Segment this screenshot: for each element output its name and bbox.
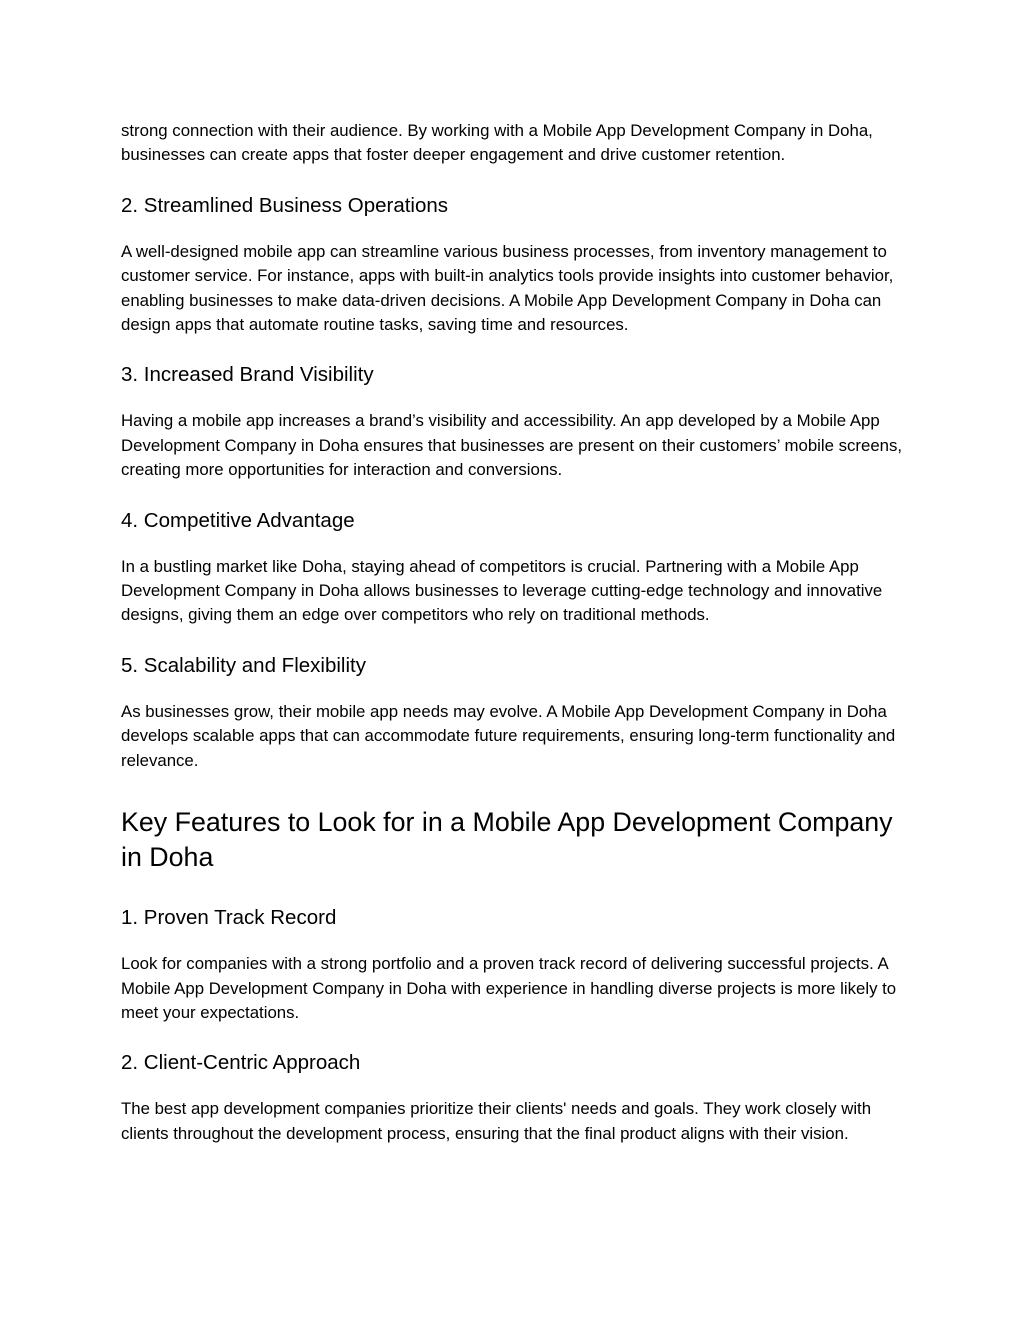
paragraph-streamlined-operations: A well-designed mobile app can streamline various business processes, from inventory management to customer service. For instance, apps with built-in analytics tools provide insights into customer behavior, enabling businesses to make data-driven decisions. A Mobile App Development Company in Doha can design apps that automate routine tasks, saving time and resources. [121,241,894,335]
paragraph-scalability: As businesses grow, their mobile app needs may evolve. A Mobile App Development Company in Doha develops scalable apps that can accommodate future requirements, ensuring long-term functionality and relevance. [121,701,896,770]
paragraph-competitive-advantage: In a bustling market like Doha, staying ahead of competitors is crucial. Partnering with a Mobile App Development Company in Doha allows businesses to leverage cutting-edge technology and innovative designs, giving them an edge over competitors who rely on traditional methods. [121,556,883,625]
paragraph-client-centric: The best app development companies prioritize their clients' needs and goals. They work closely with clients throughout the development process, ensuring that the final product aligns with their vision. [121,1099,872,1143]
heading-client-centric: 2. Client-Centric Approach [121,1051,361,1075]
paragraph-customer-engagement-continued: strong connection with their audience. By working with a Mobile App Development Company in Doha, businesses can create apps that foster deeper engagement and drive customer retention. [121,121,873,165]
heading-proven-track-record: 1. Proven Track Record [121,906,337,930]
heading-scalability: 5. Scalability and Flexibility [121,653,366,677]
paragraph-brand-visibility: Having a mobile app increases a brand’s visibility and accessibility. An app developed by a Mobile App Development Company in Doha ensures that businesses are present on their customers’ mobile screens, creating more opportunities for interaction and conversions. [121,411,903,480]
document-page [121,119,911,1146]
section-heading-key-features: Key Features to Look for in a Mobile App Development Company in Doha [121,807,893,873]
paragraph-proven-track-record: Look for companies with a strong portfolio and a proven track record of delivering successful projects. A Mobile App Development Company in Doha with experience in handling diverse projects is more likely to meet your expectations. [121,954,897,1022]
heading-brand-visibility: 3. Increased Brand Visibility [121,363,374,387]
heading-streamlined-operations: 2. Streamlined Business Operations [121,193,449,217]
heading-competitive-advantage: 4. Competitive Advantage [121,508,355,532]
